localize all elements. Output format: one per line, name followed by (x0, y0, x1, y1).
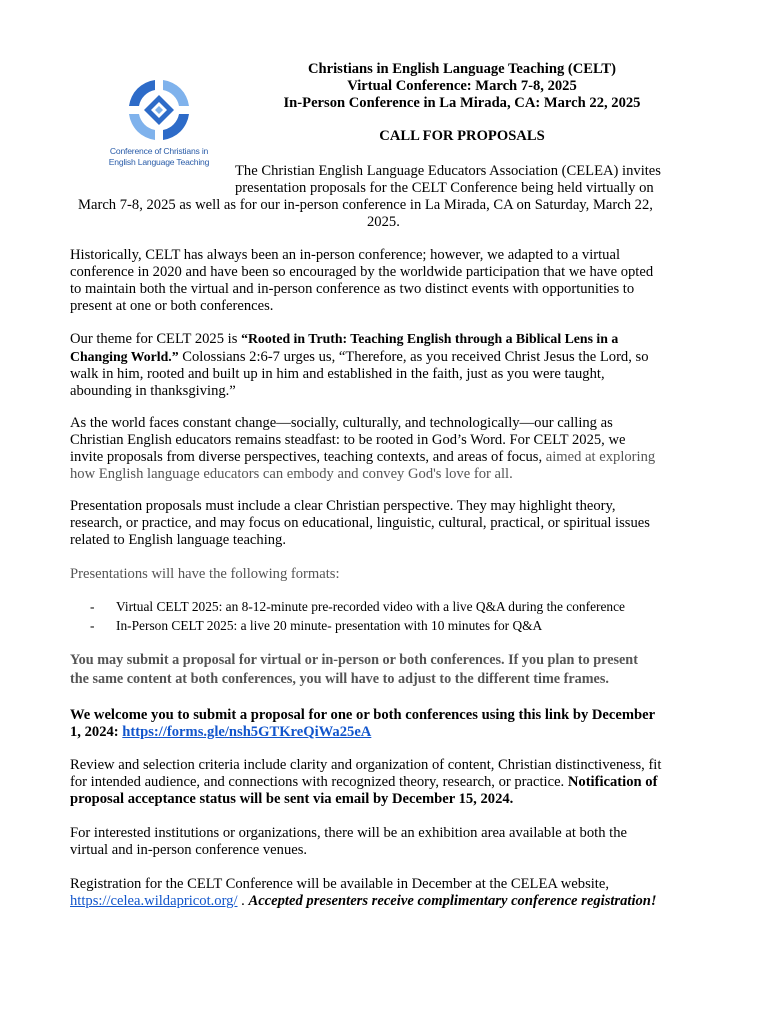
formats-intro: Presentations will have the following formats: (70, 566, 340, 582)
theme-line-1 (70, 330, 710, 348)
theme-title-part-2: Changing World.” (70, 349, 179, 364)
conference-header (222, 61, 702, 112)
celea-website-link[interactable]: https://celea.wildapricot.org/ (70, 893, 238, 909)
perspective-line-3: related to English language teaching. (70, 532, 286, 548)
logo-caption (98, 146, 220, 168)
page-title: CALL FOR PROPOSALS (379, 128, 545, 144)
exhibit-paragraph (70, 825, 710, 859)
world-line-3-gray: aimed at exploring (545, 449, 656, 465)
criteria-line-3: proposal acceptance status will be sent via email by December 15, 2024. (70, 791, 514, 807)
perspective-line-1: Presentation proposals must include a clear Christian perspective. They may highlight theory, (70, 498, 616, 514)
welcome-paragraph (70, 707, 710, 741)
list-item (90, 616, 625, 635)
criteria-line-1: Review and selection criteria include clarity and organization of content, Christian distinctiveness, fit (70, 757, 662, 773)
header-line-1: Christians in English Language Teaching (CELT) (307, 61, 617, 77)
criteria-paragraph (70, 757, 710, 808)
welcome-line-2 (70, 724, 710, 741)
theme-intro-text: Our theme for CELT 2025 is (70, 331, 242, 347)
submit-note-line-2: the same content at both conferences, you will have to adjust to the different time frames. (70, 671, 609, 687)
history-line-4: present at one or both conferences. (70, 298, 274, 314)
header-line-2: Virtual Conference: March 7-8, 2025 (347, 78, 577, 94)
registration-paragraph (70, 876, 710, 910)
exhibit-line-2: virtual and in-person conference venues. (70, 842, 308, 858)
theme-title-part-1: “Rooted in Truth: Teaching English through a Biblical Lens in a (241, 331, 619, 346)
world-line-2: Christian English educators remains steadfast: to be rooted in God’s Word. For CELT 2025, we (70, 432, 626, 448)
proposal-form-link[interactable]: https://forms.gle/nsh5GTKreQiWa25eA (122, 724, 372, 740)
format-virtual: Virtual CELT 2025: an 8-12-minute pre-recorded video with a live Q&A during the conference (116, 599, 626, 614)
world-line-3 (70, 449, 710, 466)
intro-line-2: presentation proposals for the CELT Conference being held virtually on (235, 180, 654, 196)
intro-line-1: The Christian English Language Educators Association (CELEA) invites (235, 163, 661, 179)
theme-verse-start: Colossians 2:6-7 urges us, “Therefore, as you received Christ Jesus the Lord, so (178, 349, 649, 365)
celt-logo-icon (114, 76, 204, 144)
welcome-date: 1, 2024: (70, 724, 123, 740)
celt-logo (98, 76, 220, 176)
criteria-notification-bold: Notification of (567, 774, 658, 790)
theme-paragraph (70, 330, 710, 400)
history-paragraph (70, 247, 710, 315)
intro-line-4: 2025. (367, 214, 400, 230)
history-line-3: to maintain both the virtual and in-person conference as two distinct events with opportunities to (70, 281, 635, 297)
registration-complimentary-note: Accepted presenters receive complimentary conference registration! (248, 893, 657, 909)
list-item (90, 597, 625, 616)
submit-note-line-1: You may submit a proposal for virtual or in-person or both conferences. If you plan to present (70, 652, 638, 668)
logo-caption-line-1: Conference of Christians in (109, 146, 209, 156)
theme-line-3: walk in him, rooted and built up in him and established in the faith, just as you were taught, (70, 366, 605, 382)
world-paragraph (70, 415, 710, 483)
bullet-dash: - (90, 599, 95, 614)
intro-line-3: March 7-8, 2025 as well as for our in-person conference in La Mirada, CA on Saturday, March 22, (78, 197, 653, 213)
logo-caption-line-2: English Language Teaching (108, 157, 210, 167)
history-line-1: Historically, CELT has always been an in-person conference; however, we adapted to a virtual (70, 247, 621, 263)
registration-line-1: Registration for the CELT Conference will be available in December at the CELEA website, (70, 876, 609, 892)
header-line-3: In-Person Conference in La Mirada, CA: March 22, 2025 (283, 95, 641, 111)
submit-note (70, 651, 710, 689)
welcome-line-1: We welcome you to submit a proposal for one or both conferences using this link by December (70, 707, 656, 723)
theme-line-4: abounding in thanksgiving.” (70, 383, 236, 399)
history-line-2: conference in 2020 and have been so encouraged by the worldwide participation that we have opted (70, 264, 654, 280)
world-line-3-text: invite proposals from diverse perspectives, teaching contexts, and areas of focus, (70, 449, 546, 465)
registration-separator: . (237, 893, 249, 909)
formats-list (90, 597, 625, 635)
world-line-4: how English language educators can embody and convey God's love for all. (70, 466, 513, 482)
perspective-line-2: research, or practice, and may focus on educational, linguistic, cultural, practical, or spiritual issues (70, 515, 650, 531)
registration-line-2 (70, 893, 710, 910)
world-line-1: As the world faces constant change—socially, culturally, and technologically—our calling as (70, 415, 613, 431)
criteria-line-2 (70, 774, 710, 791)
bullet-dash: - (90, 618, 95, 633)
format-in-person: In-Person CELT 2025: a live 20 minute- presentation with 10 minutes for Q&A (116, 618, 543, 633)
perspective-paragraph (70, 498, 710, 549)
exhibit-line-1: For interested institutions or organizations, there will be an exhibition area available at both the (70, 825, 627, 841)
criteria-line-2-text: for intended audience, and connections with recognized theory, research, or practice. (70, 774, 568, 790)
theme-line-2 (70, 348, 710, 366)
